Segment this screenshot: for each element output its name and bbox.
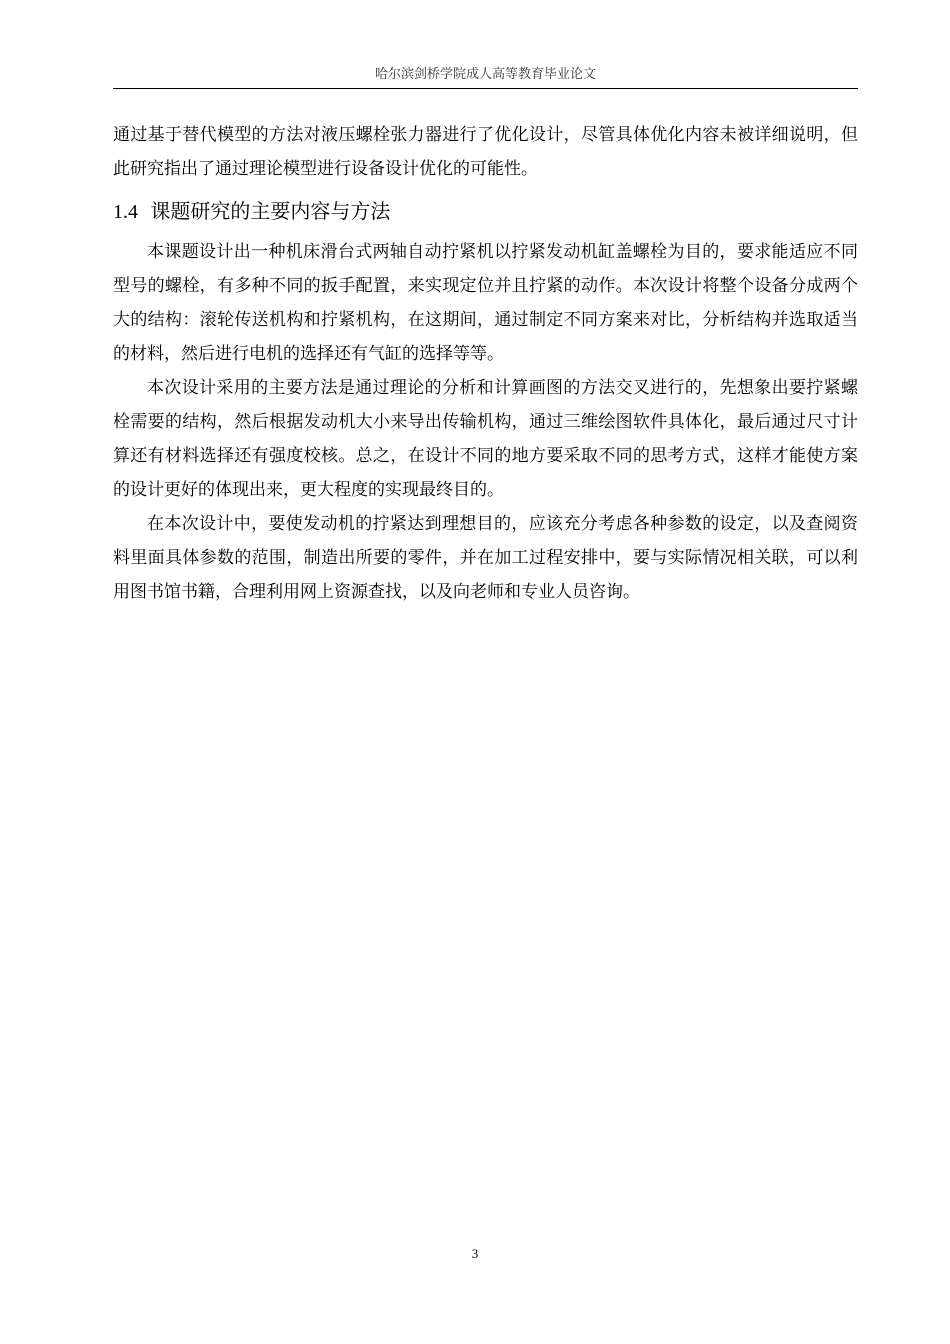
section-heading <box>113 194 858 229</box>
continuation-paragraph: 通过基于替代模型的方法对液压螺栓张力器进行了优化设计，尽管具体优化内容未被详细说明，但此研究指出了通过理论模型进行设备设计优化的可能性。 <box>113 125 858 179</box>
page-header <box>113 62 858 89</box>
document-body <box>113 118 858 609</box>
paragraph-2: 本次设计采用的主要方法是通过理论的分析和计算画图的方法交叉进行的，先想象出要拧紧螺栓需要的结构，然后根据发动机大小来导出传输机构，通过三维绘图软件具体化，最后通过尺寸计算还有材料选择还有强度校核。总之，在设计不同的地方要采取不同的思考方式，这样才能使方案的设计更好的体现出来，更大程度的实现最终目的。 <box>113 378 858 500</box>
page-number: 3 <box>471 1246 479 1261</box>
section-title: 课题研究的主要内容与方法 <box>150 199 391 223</box>
paragraph-1: 本课题设计出一种机床滑台式两轴自动拧紧机以拧紧发动机缸盖螺栓为目的，要求能适应不同型号的螺栓，有多种不同的扳手配置，来实现定位并且拧紧的动作。本次设计将整个设备分成两个大的结构：滚轮传送机构和拧紧机构，在这期间，通过制定不同方案来对比，分析结构并选取适当的材料，然后进行电机的选择还有气缸的选择等等。 <box>113 242 858 364</box>
header-title: 哈尔滨剑桥学院成人高等教育毕业论文 <box>374 67 596 82</box>
paragraph-3: 在本次设计中，要使发动机的拧紧达到理想目的，应该充分考虑各种参数的设定，以及查阅资料里面具体参数的范围，制造出所要的零件，并在加工过程安排中，要与实际情况相关联，可以利用图书馆书籍，合理利用网上资源查找，以及向老师和专业人员咨询。 <box>113 514 858 602</box>
section-number: 1.4 <box>113 201 138 223</box>
